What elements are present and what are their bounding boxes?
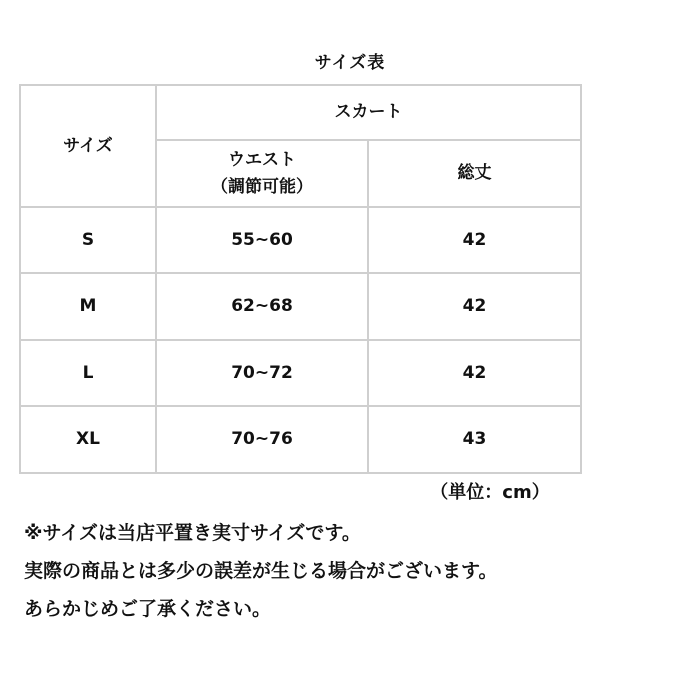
size-cell: XL — [20, 406, 156, 473]
length-cell: 42 — [368, 340, 581, 406]
note-line: ※サイズは当店平置き実寸サイズです。 — [24, 522, 361, 544]
size-table — [19, 84, 582, 474]
header-row — [20, 85, 581, 140]
table-row — [20, 207, 581, 273]
size-cell: M — [20, 273, 156, 340]
table-row — [20, 273, 581, 340]
unit-label: （単位：cm） — [430, 482, 550, 503]
page-title: サイズ表 — [314, 53, 386, 73]
header-waist — [156, 140, 368, 207]
header-waist-note: （調節可能） — [211, 176, 313, 197]
table-row — [20, 406, 581, 473]
length-cell: 42 — [368, 207, 581, 273]
waist-cell: 55~60 — [156, 207, 368, 273]
header-size: サイズ — [20, 85, 156, 207]
note-line: あらかじめご了承ください。 — [24, 598, 272, 620]
notes — [24, 514, 684, 628]
waist-cell: 70~76 — [156, 406, 368, 473]
length-cell: 43 — [368, 406, 581, 473]
note-line: 実際の商品とは多少の誤差が生じる場合がございます。 — [24, 560, 498, 582]
waist-cell: 70~72 — [156, 340, 368, 406]
table-row — [20, 340, 581, 406]
length-cell: 42 — [368, 273, 581, 340]
size-cell: S — [20, 207, 156, 273]
header-waist-label: ウエスト — [228, 150, 296, 171]
waist-cell: 62~68 — [156, 273, 368, 340]
size-cell: L — [20, 340, 156, 406]
header-length: 総丈 — [368, 140, 581, 207]
header-skirt: スカート — [156, 85, 581, 140]
